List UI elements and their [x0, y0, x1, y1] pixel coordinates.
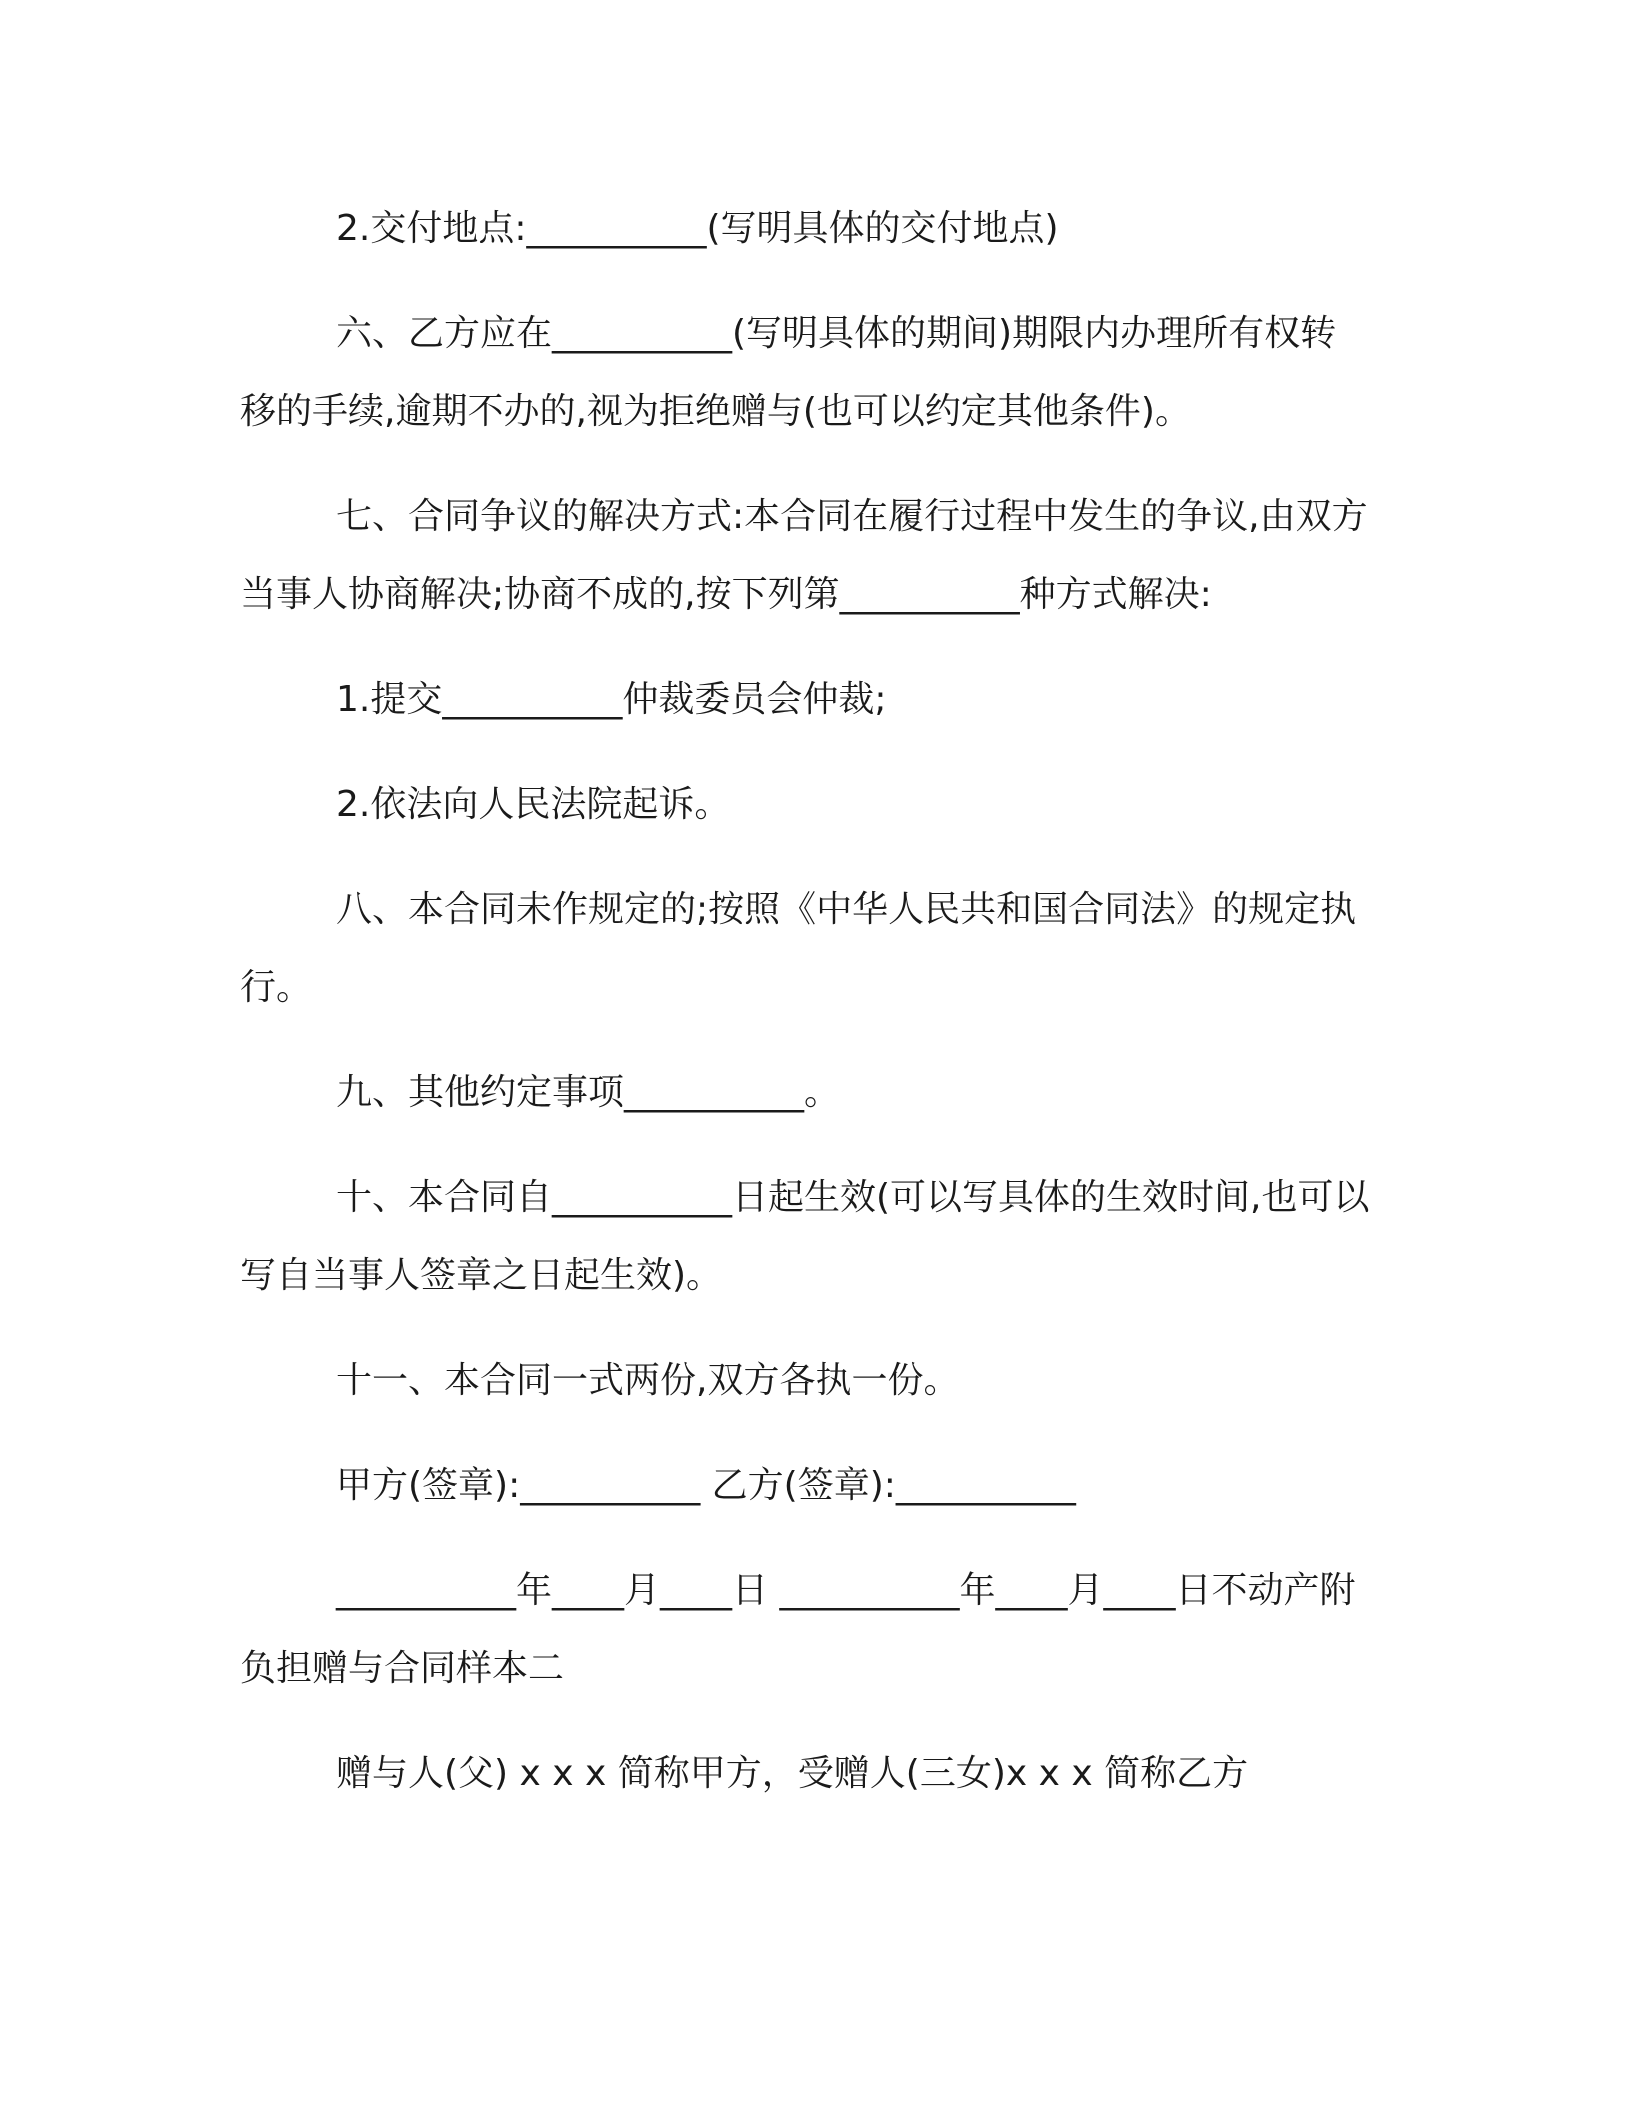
- clause-ten-effective-date: 十、本合同自__________日起生效(可以写具体的生效时间,也可以写自当事人签章之日起生效)。: [240, 1177, 1370, 1296]
- dispute-option-lawsuit: 2.依法向人民法院起诉。: [336, 784, 731, 825]
- date-line-and-sample-title: __________年____月____日 __________年____月____日不动产附负担赠与合同样本二: [240, 1570, 1356, 1689]
- dispute-option-arbitration: 1.提交__________仲裁委员会仲裁;: [336, 679, 887, 720]
- clause-seven-dispute-resolution: 七、合同争议的解决方式:本合同在履行过程中发生的争议,由双方当事人协商解决;协商不成的,按下列第__________种方式解决:: [240, 496, 1368, 615]
- document-body: [240, 190, 1370, 1840]
- clause-eight-contract-law: 八、本合同未作规定的;按照《中华人民共和国合同法》的规定执行。: [240, 889, 1357, 1008]
- parties-intro: 赠与人(父) x x x 简称甲方，受赠人(三女)x x x 简称乙方: [336, 1753, 1249, 1794]
- clause-six-transfer-procedure: 六、乙方应在__________(写明具体的期间)期限内办理所有权转移的手续,逾期不办的,视为拒绝赠与(也可以约定其他条件)。: [240, 313, 1337, 432]
- clause-eleven-copies: 十一、本合同一式两份,双方各执一份。: [336, 1360, 960, 1401]
- clause-nine-other-matters: 九、其他约定事项__________。: [336, 1072, 841, 1113]
- clause-delivery-location: 2.交付地点:__________(写明具体的交付地点): [336, 208, 1059, 249]
- signature-line: 甲方(签章):__________ 乙方(签章):__________: [336, 1465, 1076, 1506]
